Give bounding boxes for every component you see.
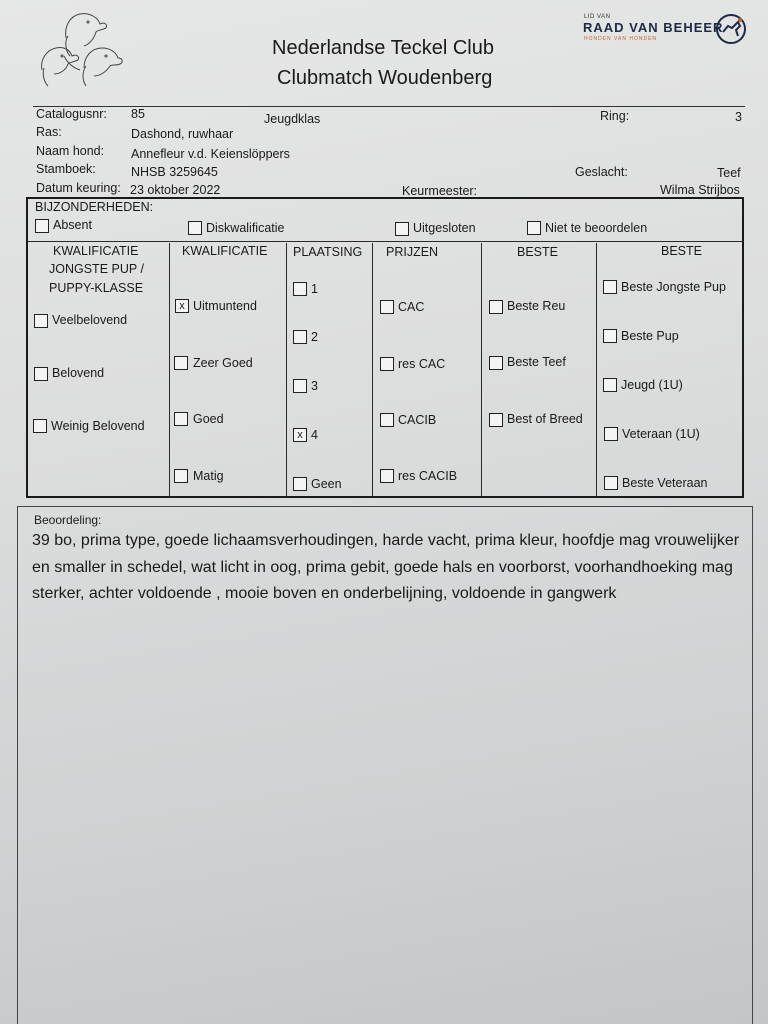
- dachshund-heads-logo-icon: [34, 8, 126, 92]
- goed-label: Goed: [193, 412, 224, 426]
- plaatsing-3-checkbox[interactable]: [293, 379, 307, 393]
- beste-teef-label: Beste Teef: [507, 355, 566, 369]
- event-title: Clubmatch Woudenberg: [277, 67, 493, 89]
- plaatsing-geen-label: Geen: [311, 477, 342, 491]
- results-grid: [26, 197, 744, 498]
- veelbelovend-checkbox[interactable]: [34, 314, 48, 328]
- niet-te-beoordelen-checkbox[interactable]: [527, 221, 541, 235]
- puppy-header-line2: JONGSTE PUP /: [49, 262, 144, 276]
- ring-value: 3: [735, 110, 742, 124]
- ras-value: Dashond, ruwhaar: [131, 127, 234, 141]
- rvb-name: RAAD VAN BEHEER: [583, 20, 724, 35]
- class-value: Jeugdklas: [264, 112, 321, 126]
- prijzen-header: PRIJZEN: [386, 245, 439, 259]
- rvb-subtitle: HONDEN VAN HONDEN: [584, 36, 658, 42]
- plaatsing-1-checkbox[interactable]: [293, 282, 307, 296]
- uitgesloten-checkbox[interactable]: [395, 222, 409, 236]
- beste-teef-checkbox[interactable]: [489, 356, 503, 370]
- catalogus-label: Catalogusnr:: [36, 107, 107, 121]
- goed-checkbox[interactable]: [174, 412, 188, 426]
- grid-header-divider: [27, 241, 743, 242]
- cac-label: CAC: [398, 300, 425, 314]
- diskwalificatie-checkbox[interactable]: [188, 221, 202, 235]
- datum-value: 23 oktober 2022: [130, 183, 221, 197]
- weinig-belovend-label: Weinig Belovend: [51, 419, 145, 433]
- geslacht-value: Teef: [717, 166, 741, 180]
- ring-label: Ring:: [600, 109, 630, 123]
- jeugd-1u-label: Jeugd (1U): [621, 378, 683, 392]
- column-divider: [286, 243, 287, 497]
- bijzonderheden-title: BIJZONDERHEDEN:: [35, 200, 154, 214]
- veelbelovend-label: Veelbelovend: [52, 313, 128, 327]
- plaatsing-header: PLAATSING: [293, 245, 363, 259]
- res-cacib-checkbox[interactable]: [380, 469, 394, 483]
- beste-jongste-pup-label: Beste Jongste Pup: [621, 280, 726, 294]
- res-cacib-label: res CACIB: [398, 469, 458, 483]
- beste-pup-checkbox[interactable]: [603, 329, 617, 343]
- beste-pup-label: Beste Pup: [621, 329, 679, 343]
- kwalificatie-header: KWALIFICATIE: [182, 244, 268, 258]
- geslacht-label: Geslacht:: [575, 165, 628, 179]
- puppy-header-line3: PUPPY-KLASSE: [49, 281, 144, 295]
- beoordeling-text: 39 bo, prima type, goede lichaamsverhoudingen, harde vacht, prima kleur, hoofdje mag vrouwelijker en smaller in schedel, wat licht in oog, prima gebit, goede hals en voorborst, voorhandhoeking mag sterker, achter voldoende , mooie boven en onderbelijning, voldoende in gangwerk: [32, 532, 740, 602]
- beste-reu-label: Beste Reu: [507, 299, 566, 313]
- keurmeester-label: Keurmeester:: [402, 184, 478, 198]
- cac-checkbox[interactable]: [380, 300, 394, 314]
- puppy-header-line1: KWALIFICATIE: [53, 244, 139, 258]
- beste-veteraan-checkbox[interactable]: [604, 476, 618, 490]
- diskwalificatie-label: Diskwalificatie: [206, 221, 285, 235]
- stamboek-value: NHSB 3259645: [131, 165, 218, 179]
- absent-label: Absent: [53, 218, 92, 232]
- niet-te-beoordelen-label: Niet te beoordelen: [545, 221, 648, 235]
- naam-label: Naam hond:: [36, 144, 105, 158]
- best-of-breed-label: Best of Breed: [507, 412, 583, 426]
- beste-veteraan-label: Beste Veteraan: [622, 476, 708, 490]
- uitmuntend-label: Uitmuntend: [193, 299, 257, 313]
- raad-van-beheer-dog-icon: [714, 12, 748, 46]
- catalogus-value: 85: [131, 107, 145, 121]
- plaatsing-2-label: 2: [311, 330, 318, 344]
- plaatsing-geen-checkbox[interactable]: [293, 477, 307, 491]
- beoordeling-label: Beoordeling:: [34, 513, 102, 527]
- beste-header: BESTE: [517, 245, 558, 259]
- veteraan-1u-checkbox[interactable]: [604, 427, 618, 441]
- plaatsing-3-label: 3: [311, 379, 318, 393]
- matig-label: Matig: [193, 469, 224, 483]
- res-cac-label: res CAC: [398, 357, 446, 371]
- stamboek-label: Stamboek:: [36, 162, 96, 176]
- cacib-label: CACIB: [398, 413, 437, 427]
- uitgesloten-label: Uitgesloten: [413, 221, 476, 235]
- plaatsing-1-label: 1: [311, 282, 318, 296]
- uitmuntend-checkbox[interactable]: x: [175, 299, 189, 313]
- naam-value: Annefleur v.d. Keienslöppers: [131, 147, 290, 161]
- ras-label: Ras:: [36, 125, 62, 139]
- belovend-label: Belovend: [52, 366, 105, 380]
- weinig-belovend-checkbox[interactable]: [33, 419, 47, 433]
- cacib-checkbox[interactable]: [380, 413, 394, 427]
- beste-reu-checkbox[interactable]: [489, 300, 503, 314]
- datum-label: Datum keuring:: [36, 181, 121, 195]
- column-divider: [481, 243, 482, 497]
- beste-jongste-pup-checkbox[interactable]: [603, 280, 617, 294]
- zeer-goed-checkbox[interactable]: [174, 356, 188, 370]
- absent-checkbox[interactable]: [35, 219, 49, 233]
- rvb-lid-van: LID VAN: [584, 14, 611, 20]
- column-divider: [372, 243, 373, 497]
- plaatsing-2-checkbox[interactable]: [293, 330, 307, 344]
- matig-checkbox[interactable]: [174, 469, 188, 483]
- plaatsing-4-label: 4: [311, 428, 318, 442]
- raad-van-beheer-logo: [580, 10, 750, 56]
- jeugd-1u-checkbox[interactable]: [603, 378, 617, 392]
- res-cac-checkbox[interactable]: [380, 357, 394, 371]
- belovend-checkbox[interactable]: [34, 367, 48, 381]
- column-divider: [169, 243, 170, 497]
- club-title: Nederlandse Teckel Club: [272, 37, 494, 59]
- plaatsing-4-checkbox[interactable]: x: [293, 428, 307, 442]
- beste-header-2: BESTE: [661, 244, 702, 258]
- zeer-goed-label: Zeer Goed: [193, 356, 253, 370]
- veteraan-1u-label: Veteraan (1U): [622, 427, 700, 441]
- best-of-breed-checkbox[interactable]: [489, 413, 503, 427]
- keurmeester-value: Wilma Strijbos: [660, 183, 740, 197]
- column-divider: [596, 243, 597, 497]
